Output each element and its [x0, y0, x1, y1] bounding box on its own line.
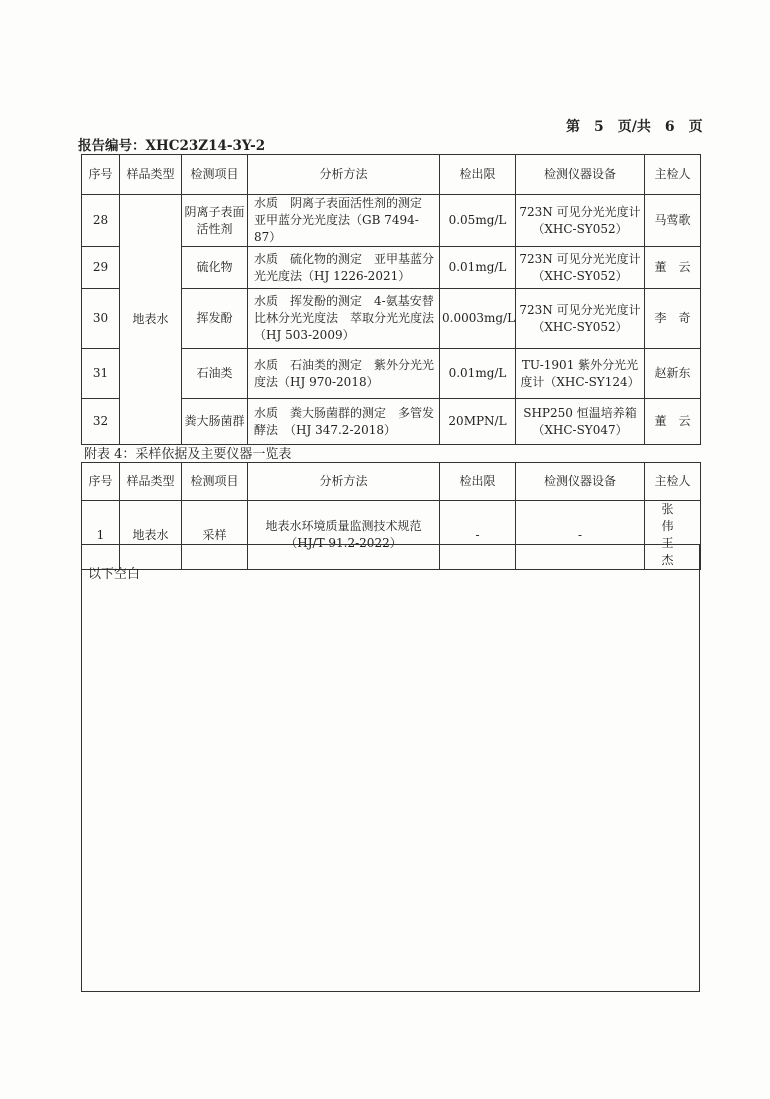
header-cell: 序号 [82, 463, 120, 501]
analysis-method: 水质 粪大肠菌群的测定 多管发酵法 （HJ 347.2-2018） [248, 399, 440, 445]
test-item: 挥发酚 [182, 289, 248, 349]
header-cell: 主检人 [645, 463, 701, 501]
header-cell: 序号 [82, 155, 120, 195]
instrument: SHP250 恒温培养箱（XHC-SY047） [516, 399, 645, 445]
instrument: 723N 可见分光光度计（XHC-SY052） [516, 195, 645, 247]
sample-type: 地表水 [120, 195, 182, 445]
detection-limit: 0.01mg/L [440, 349, 516, 399]
detection-limit: 0.01mg/L [440, 247, 516, 289]
detection-limit: 0.05mg/L [440, 195, 516, 247]
table-header-row [82, 463, 701, 501]
blank-area [81, 544, 700, 992]
header-cell: 样品类型 [120, 155, 182, 195]
test-methods-table [81, 154, 701, 445]
analysis-method: 水质 挥发酚的测定 4-氨基安替比林分光光度法 萃取分光光度法（HJ 503-2009） [248, 289, 440, 349]
test-item: 石油类 [182, 349, 248, 399]
row-number: 29 [82, 247, 120, 289]
test-item: 采样 [182, 501, 248, 570]
table-row [82, 195, 701, 247]
header-cell: 检测仪器设备 [516, 155, 645, 195]
inspector: 李 奇 [645, 289, 701, 349]
sample-type: 地表水 [120, 501, 182, 570]
report-number: 报告编号：XHC23Z14-3Y-2 [78, 138, 266, 154]
inspector: 马莺歌 [645, 195, 701, 247]
detection-limit: - [440, 501, 516, 570]
header-cell: 分析方法 [248, 463, 440, 501]
instrument: 723N 可见分光光度计（XHC-SY052） [516, 289, 645, 349]
header-cell: 样品类型 [120, 463, 182, 501]
instrument: 723N 可见分光光度计（XHC-SY052） [516, 247, 645, 289]
detection-limit: 20MPN/L [440, 399, 516, 445]
blank-note: 以下空白 [88, 567, 141, 582]
header-cell: 分析方法 [248, 155, 440, 195]
test-item: 阴离子表面活性剂 [182, 195, 248, 247]
analysis-method: 水质 阴离子表面活性剂的测定 亚甲蓝分光光度法（GB 7494-87） [248, 195, 440, 247]
test-item: 硫化物 [182, 247, 248, 289]
inspector: 张 伟 [661, 502, 706, 533]
header-cell: 检出限 [440, 155, 516, 195]
header-cell: 检测仪器设备 [516, 463, 645, 501]
inspector: 董 云 [645, 399, 701, 445]
row-number: 28 [82, 195, 120, 247]
header-cell: 检测项目 [182, 155, 248, 195]
detection-limit: 0.0003mg/L [440, 289, 516, 349]
header-cell: 检测项目 [182, 463, 248, 501]
inspector: 王 杰 [661, 536, 706, 567]
row-number: 31 [82, 349, 120, 399]
row-number: 1 [82, 501, 120, 570]
page-number: 第 5 页/共 6 页 [566, 119, 703, 135]
inspector: 董 云 [645, 247, 701, 289]
header-cell: 检出限 [440, 463, 516, 501]
row-number: 32 [82, 399, 120, 445]
analysis-method: 水质 石油类的测定 紫外分光光度法（HJ 970-2018） [248, 349, 440, 399]
row-number: 30 [82, 289, 120, 349]
test-item: 粪大肠菌群 [182, 399, 248, 445]
inspector: 赵新东 [645, 349, 701, 399]
appendix-caption: 附表 4：采样依据及主要仪器一览表 [84, 447, 292, 462]
header-cell: 主检人 [645, 155, 701, 195]
instrument: - [516, 501, 645, 570]
table-header-row [82, 155, 701, 195]
analysis-method: 水质 硫化物的测定 亚甲基蓝分光光度法（HJ 1226-2021） [248, 247, 440, 289]
instrument: TU-1901 紫外分光光度计（XHC-SY124） [516, 349, 645, 399]
analysis-method: 地表水环境质量监测技术规范（HJ/T 91.2-2022） [248, 501, 440, 570]
